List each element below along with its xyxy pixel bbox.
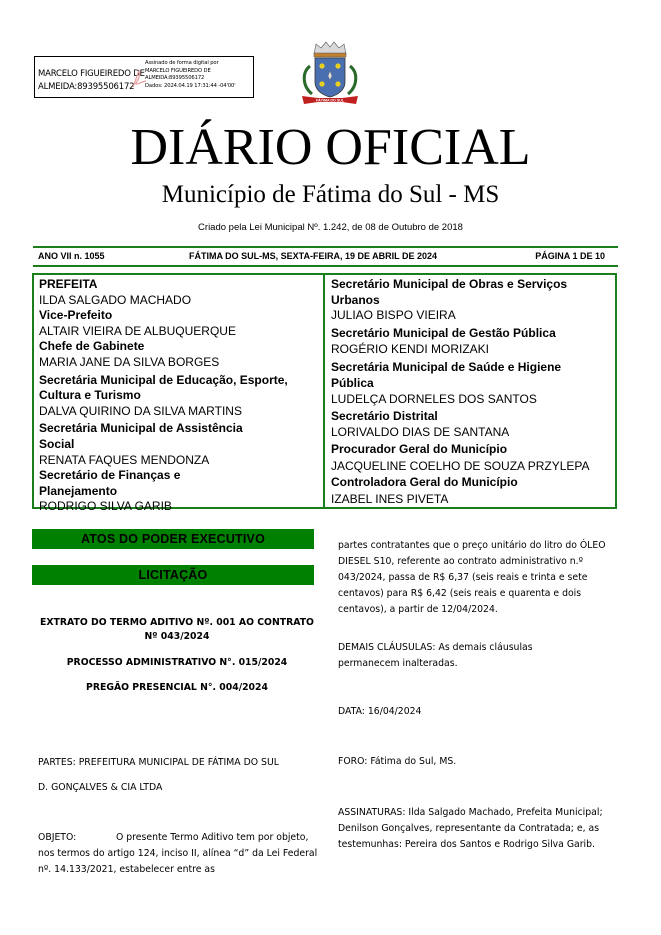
object-label: OBJETO: [38, 832, 77, 843]
signature-meta-line: MARCELO FIGUEIREDO DE [145, 67, 211, 74]
signer-name-line1: MARCELO FIGUEIREDO DE [38, 69, 145, 79]
object-paragraph [38, 830, 318, 878]
auction-heading: PREGÃO PRESENCIAL N°. 004/2024 [86, 682, 268, 693]
creation-law-note: Criado pela Lei Municipal Nº. 1.242, de 08 de Outubro de 2018 [198, 222, 463, 233]
staff-role: Secretária Municipal de Assistência Social [39, 421, 243, 451]
date-line: DATA: 16/04/2024 [338, 706, 422, 717]
staff-name: DALVA QUIRINO DA SILVA MARTINS [39, 403, 242, 418]
municipality-subtitle: Município de Fátima do Sul - MS [161, 181, 500, 208]
staff-role: Secretário Distrital [331, 408, 438, 423]
staff-role: Controladora Geral do Município [331, 475, 518, 490]
staff-right-column [331, 277, 616, 507]
edition-number: ANO VII n. 1055 [38, 251, 105, 261]
object-text: O presente Termo Aditivo tem por objeto, nos termos do artigo 124, inciso II, alínea “d” da Lei Federal nº. 14.133/2021, estabelecer entre as [38, 832, 318, 875]
section-banner-licitacao: LICITAÇÃO [32, 565, 314, 585]
signer-name-line2: ALMEIDA:89395506172 [38, 82, 135, 92]
signature-meta [145, 60, 236, 90]
newspaper-title: DIÁRIO OFICIAL [130, 119, 531, 176]
staff-role: Secretário Municipal de Obras e Serviços Urbanos [331, 277, 568, 307]
staff-role: Chefe de Gabinete [39, 339, 145, 354]
object-continuation: partes contratantes que o preço unitário do litro do ÓLEO DIESEL S10, referente ao contrato administrativo n.º 043/2024, passa de R$ 6,37 (seis reais e trinta e sete centavos) para R$ 6,42 (seis reais e quarenta e dois centavos), a partir de 12/04/2024. [338, 540, 606, 615]
process-heading: PROCESSO ADMINISTRATIVO N°. 015/2024 [66, 657, 288, 668]
staff-name: RODRIGO SILVA GARIB [39, 499, 172, 514]
edition-date: FÁTIMA DO SUL-MS, SEXTA-FEIRA, 19 DE ABRIL DE 2024 [189, 251, 438, 261]
clauses-paragraph: DEMAIS CLÁUSULAS: As demais cláusulas permanecem inalteradas. [338, 642, 533, 669]
digital-signature-stamp [34, 56, 254, 98]
staff-name: LORIVALDO DIAS DE SANTANA [331, 425, 510, 440]
page-indicator: PÁGINA 1 DE 10 [535, 251, 605, 261]
staff-name: JULIAO BISPO VIEIRA [331, 308, 456, 323]
staff-role: Secretário Municipal de Gestão Pública [331, 325, 556, 340]
staff-role: Secretária Municipal de Educação, Esporte, Cultura e Turismo [39, 372, 288, 403]
staff-name: JACQUELINE COELHO DE SOUZA PRZYLEPA [331, 458, 590, 473]
staff-role: Secretária Municipal de Saúde e Higiene Pública [331, 359, 562, 390]
staff-name: IZABEL INES PIVETA [331, 491, 449, 506]
svg-text:FÁTIMA DO SUL: FÁTIMA DO SUL [315, 98, 345, 103]
column-divider [323, 275, 325, 507]
forum-line: FORO: Fátima do Sul, MS. [338, 756, 457, 767]
staff-name: ROGÉRIO KENDI MORIZAKI [331, 342, 490, 357]
staff-role: Vice-Prefeito [39, 308, 113, 323]
staff-name: ALTAIR VIEIRA DE ALBUQUERQUE [39, 323, 236, 338]
municipal-staff-box [32, 273, 617, 514]
staff-name: RENATA FAQUES MENDONZA [39, 452, 210, 467]
staff-name: LUDELÇA DORNELES DOS SANTOS [331, 392, 537, 407]
staff-name: MARIA JANE DA SILVA BORGES [39, 354, 220, 369]
staff-left-column [39, 277, 319, 515]
staff-role: Procurador Geral do Município [331, 441, 508, 456]
staff-role: Secretário de Finanças e Planejamento [39, 468, 181, 498]
municipal-crest-icon [288, 40, 372, 108]
section-banner-executive: ATOS DO PODER EXECUTIVO [32, 529, 314, 549]
parties-contractor: D. GONÇALVES & CIA LTDA [38, 782, 163, 793]
signature-meta-line: Dados: 2024.04.19 17:31:44 -04'00' [145, 82, 236, 89]
staff-role: PREFEITA [39, 277, 98, 291]
extract-heading: EXTRATO DO TERMO ADITIVO Nº. 001 AO CONTRATO Nº 043/2024 [40, 617, 314, 642]
signature-meta-line: Assinado de forma digital por [145, 60, 219, 66]
signature-meta-line: ALMEIDA:89395506172 [145, 75, 205, 82]
parties-line: PARTES: PREFEITURA MUNICIPAL DE FÁTIMA DO SUL [38, 757, 279, 768]
top-rule [33, 246, 618, 248]
bottom-rule [33, 265, 618, 267]
signatures-paragraph: ASSINATURAS: Ilda Salgado Machado, Prefeita Municipal; Denilson Gonçalves, representante da Contratada; e, as testemunhas: Pereira dos Santos e Rodrigo Silva Garib. [338, 807, 603, 850]
staff-name: ILDA SALGADO MACHADO [39, 292, 192, 307]
